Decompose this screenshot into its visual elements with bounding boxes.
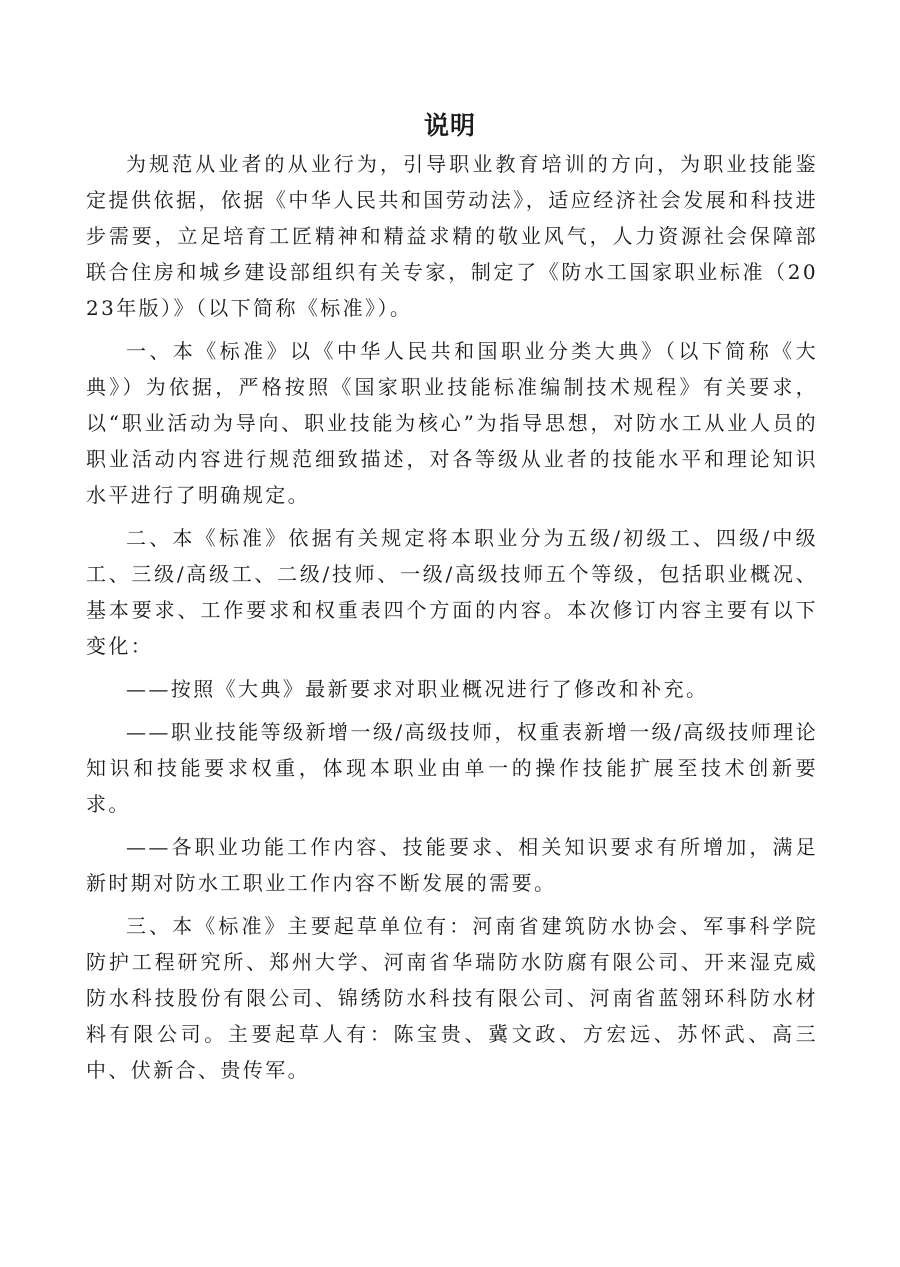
section-one-paragraph: 一、本《标准》以《中华人民共和国职业分类大典》（以下简称《大典》）为依据，严格按照《国家职业技能标准编制技术规程》有关要求，以“职业活动为导向、职业技能为核心”为指导思想，对防水工从业人员的职业活动内容进行规范细致描述，对各等级从业者的技能水平和理论知识水平进行了明确规定。 [86, 339, 818, 507]
change-item-3: ——各职业功能工作内容、技能要求、相关知识要求有所增加，满足新时期对防水工职业工作内容不断发展的需要。 [86, 835, 818, 895]
section-two-paragraph: 二、本《标准》依据有关规定将本职业分为五级/初级工、四级/中级工、三级/高级工、二级/技师、一级/高级技师五个等级，包括职业概况、基本要求、工作要求和权重表四个方面的内容。本次修订内容主要有以下变化： [86, 526, 818, 658]
intro-paragraph: 为规范从业者的从业行为，引导职业教育培训的方向，为职业技能鉴定提供依据，依据《中华人民共和国劳动法》，适应经济社会发展和科技进步需要，立足培育工匠精神和精益求精的敬业风气，人力资源社会保障部联合住房和城乡建设部组织有关专家，制定了《防水工国家职业标准（2023年版）》（以下简称《标准》）。 [86, 152, 818, 320]
document-body [86, 146, 818, 1088]
section-three-paragraph: 三、本《标准》主要起草单位有：河南省建筑防水协会、军事科学院防护工程研究所、郑州大学、河南省华瑞防水防腐有限公司、开来湿克威防水科技股份有限公司、锦绣防水科技有限公司、河南省蓝翎环科防水材料有限公司。主要起草人有：陈宝贵、冀文政、方宏远、苏怀武、高三中、伏新合、贵传军。 [86, 914, 818, 1082]
change-item-2: ——职业技能等级新增一级/高级技师，权重表新增一级/高级技师理论知识和技能要求权重，体现本职业由单一的操作技能扩展至技术创新要求。 [86, 720, 818, 816]
change-item-1: ——按照《大典》最新要求对职业概况进行了修改和补充。 [126, 677, 709, 701]
page-title: 说明 [423, 111, 476, 140]
